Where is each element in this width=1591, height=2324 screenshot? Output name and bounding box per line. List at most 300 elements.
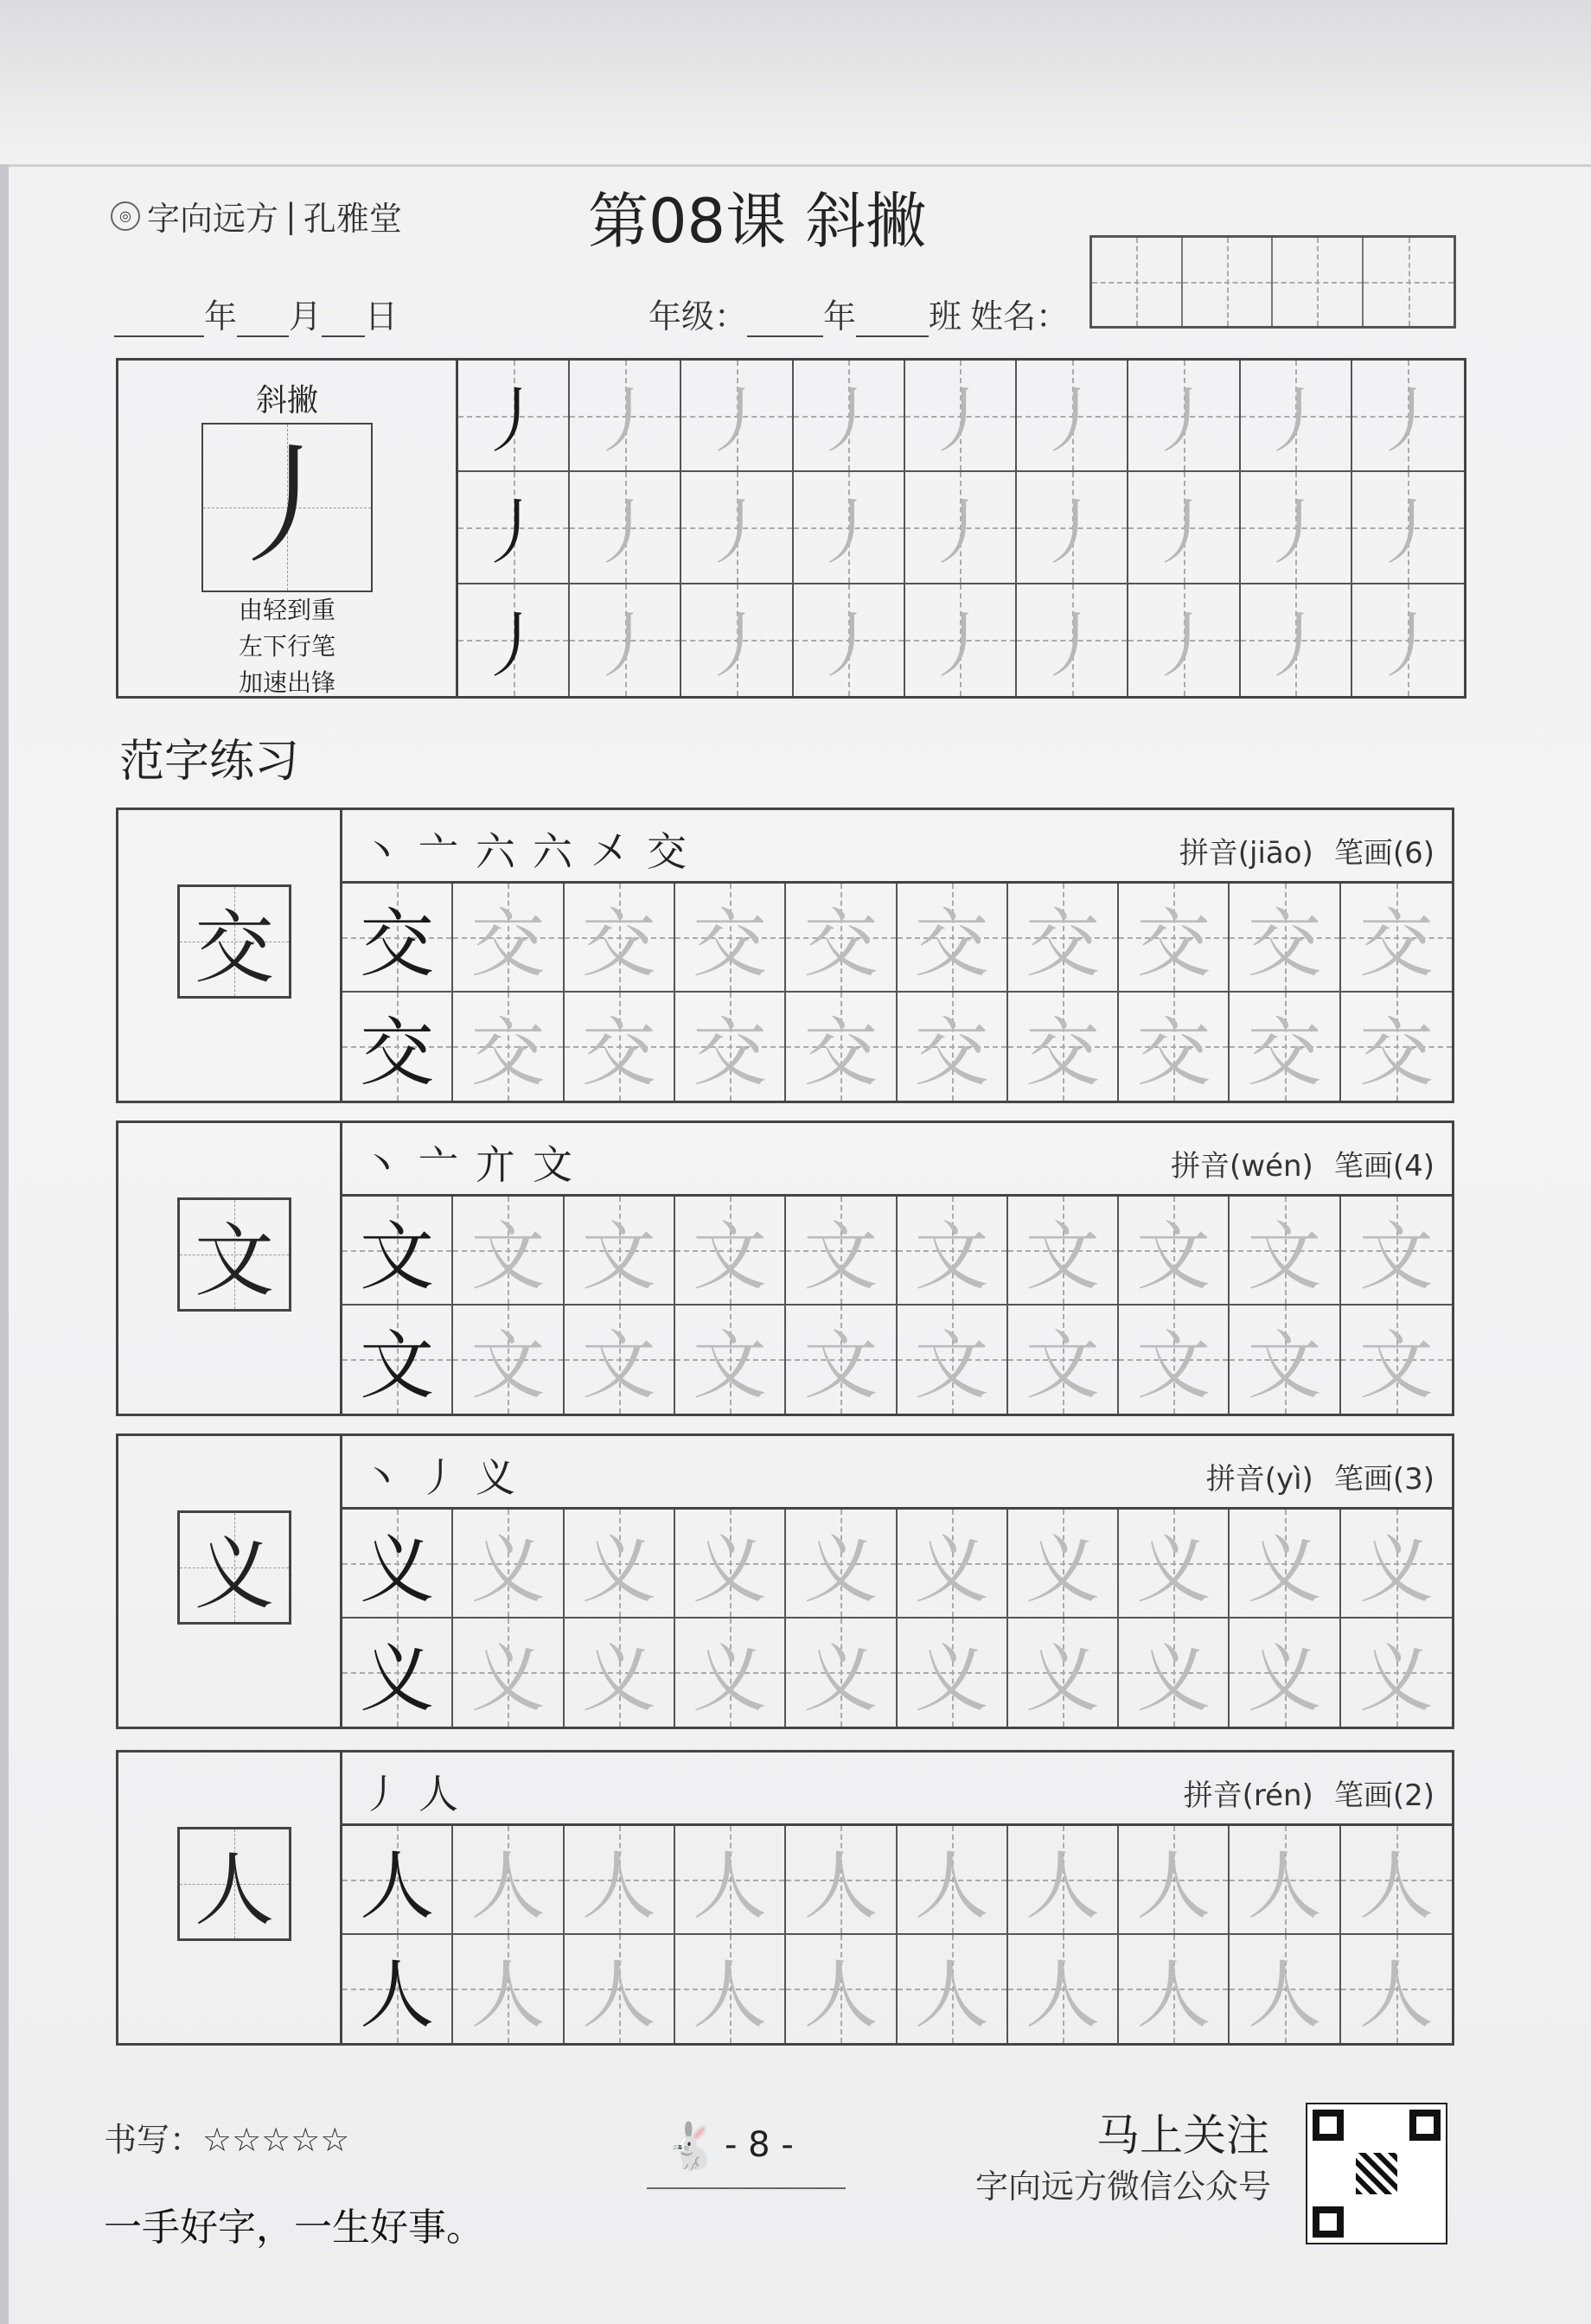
stroke-order-step: 六 [533,828,590,875]
trace-cell[interactable] [898,1510,1008,1618]
stroke-glyph: 丿 [477,492,549,575]
stroke-order-step: 人 [419,1771,476,1817]
trace-cell[interactable] [1119,1826,1230,1935]
name-cell[interactable] [1364,238,1454,326]
practice-glyph: 文 [914,1213,989,1300]
practice-glyph: 文 [803,1213,879,1300]
trace-cell[interactable] [1008,1510,1119,1618]
practice-glyph: 文 [581,1213,656,1300]
trace-cell[interactable] [1008,1935,1119,2044]
stroke-glyph: 丿 [1147,492,1219,575]
trace-cell[interactable] [786,1510,897,1618]
stroke-trace-cell[interactable] [681,584,793,696]
date-field [114,290,398,337]
stroke-demo-box [201,423,373,592]
practice-glyph: 义 [693,1526,768,1613]
day-blank[interactable] [322,303,365,337]
practice-glyph: 文 [1025,1323,1100,1410]
trace-cell[interactable] [786,1197,897,1306]
practice-glyph: 人 [581,1842,656,1930]
practice-glyph: 义 [470,1636,546,1723]
trace-cell[interactable] [1008,1306,1119,1414]
practice-glyph: 交 [360,1010,435,1097]
trace-cell[interactable] [898,993,1008,1101]
trace-cell[interactable] [1341,1935,1452,2044]
trace-cell[interactable] [1230,1510,1340,1618]
model-cell[interactable] [342,993,453,1101]
practice-glyph: 人 [470,1952,546,2040]
practice-glyph: 文 [360,1323,435,1410]
class-label: 班 [929,297,962,335]
trace-cell[interactable] [453,1510,564,1618]
trace-cell[interactable] [1008,1826,1119,1935]
trace-cell[interactable] [453,1197,564,1306]
trace-cell[interactable] [1008,1618,1119,1727]
stroke-trace-cell[interactable] [1352,472,1464,584]
grade-blank[interactable] [747,303,823,337]
stroke-model-cell[interactable] [458,361,570,472]
year-label: 年 [204,297,238,335]
practice-glyph: 交 [1358,900,1434,987]
practice-glyph: 交 [1025,900,1100,987]
practice-glyph: 义 [914,1636,989,1723]
trace-cell[interactable] [565,1618,675,1727]
trace-cell[interactable] [1341,884,1452,993]
trace-cell[interactable] [675,884,786,993]
stroke-trace-cell[interactable] [1128,361,1240,472]
char-sample-glyph: 义 [194,1528,274,1620]
trace-cell[interactable] [675,1618,786,1727]
practice-grid [342,1510,1452,1727]
stroke-glyph: 丿 [589,380,661,463]
stroke-glyph: 丿 [813,604,885,687]
char-meta [1206,1455,1434,1497]
stroke-order-step: 交 [647,828,704,875]
practice-glyph: 文 [470,1323,546,1410]
practice-glyph: 义 [470,1526,546,1613]
stroke-trace-cell[interactable] [1128,472,1240,584]
model-cell[interactable] [342,1826,453,1935]
char-sample-panel [118,1753,342,2043]
practice-glyph: 义 [1358,1526,1434,1613]
stroke-order-step: 亠 [419,1141,476,1188]
trace-cell[interactable] [898,1826,1008,1935]
char-practice-panel [342,810,1452,1101]
trace-cell[interactable] [1341,1618,1452,1727]
trace-cell[interactable] [1119,1197,1230,1306]
stroke-order [361,820,704,878]
practice-glyph: 交 [581,900,656,987]
practice-grid [342,1197,1452,1414]
trace-cell[interactable] [898,1197,1008,1306]
stroke-model-cell[interactable] [458,472,570,584]
stroke-tip: 由轻到重 [238,596,335,624]
practice-glyph: 人 [1025,1842,1100,1930]
stroke-trace-cell[interactable] [905,361,1017,472]
stroke-glyph: 丿 [813,380,885,463]
stroke-trace-cell[interactable] [1017,472,1128,584]
stroke-glyph: 丿 [589,604,661,687]
practice-glyph: 人 [1358,1842,1434,1930]
stroke-order-step: 丶 [361,1454,419,1501]
trace-cell[interactable] [1008,993,1119,1101]
trace-cell[interactable] [453,1306,564,1414]
page-edge [0,164,9,2324]
stroke-trace-cell[interactable] [570,361,681,472]
stroke-glyph: 丿 [924,604,996,687]
practice-glyph: 文 [803,1323,879,1410]
char-meta [1179,829,1434,872]
name-cell[interactable] [1183,238,1274,326]
stroke-order-step: 丶 [361,828,419,875]
stroke-trace-cell[interactable] [1352,584,1464,696]
practice-glyph: 义 [1247,1526,1322,1613]
rating-label: 书写：☆☆☆☆☆ [104,2121,350,2159]
char-block [116,808,1454,1103]
stroke-order-step: 㐅 [590,828,647,875]
trace-cell[interactable] [786,1618,897,1727]
seal-icon: ◎ [111,201,140,231]
char-sample-glyph: 人 [194,1844,274,1937]
stroke-count-label: 笔画(6) [1333,836,1434,871]
stroke-trace-cell[interactable] [905,584,1017,696]
practice-glyph: 义 [1025,1526,1100,1613]
practice-glyph: 义 [803,1636,879,1723]
stroke-order [361,1133,590,1191]
model-cell[interactable] [342,1197,453,1306]
model-cell[interactable] [342,1935,453,2044]
trace-cell[interactable] [1119,993,1230,1101]
stroke-order-step: 亣 [476,1141,533,1188]
stroke-glyph: 丿 [1372,380,1444,463]
practice-glyph: 义 [360,1526,435,1613]
model-cell[interactable] [342,884,453,993]
trace-cell[interactable] [675,993,786,1101]
trace-cell[interactable] [565,1935,675,2044]
trace-cell[interactable] [898,1935,1008,2044]
grade-label: 年级： [649,297,748,335]
practice-glyph: 交 [470,1010,546,1097]
trace-cell[interactable] [453,884,564,993]
month-blank[interactable] [237,303,289,337]
practice-glyph: 人 [1247,1842,1322,1930]
stroke-glyph: 丿 [1147,380,1219,463]
name-label: 姓名： [970,297,1070,335]
stroke-order-row [342,810,1452,884]
trace-cell[interactable] [453,1826,564,1935]
stroke-trace-cell[interactable] [794,472,905,584]
model-cell[interactable] [342,1618,453,1727]
trace-cell[interactable] [1341,1826,1452,1935]
stroke-trace-cell[interactable] [794,584,905,696]
stroke-trace-cell[interactable] [570,472,681,584]
trace-cell[interactable] [565,1306,675,1414]
stroke-trace-cell[interactable] [1017,584,1128,696]
trace-cell[interactable] [898,1306,1008,1414]
trace-cell[interactable] [453,1618,564,1727]
stroke-tips [118,592,456,701]
practice-glyph: 交 [803,1010,879,1097]
stroke-order [361,1446,533,1504]
trace-cell[interactable] [1230,1826,1340,1935]
stroke-glyph: 丿 [1260,380,1332,463]
practice-glyph: 人 [1025,1952,1100,2040]
practice-glyph: 交 [1136,1010,1211,1097]
stroke-count-label: 笔画(3) [1333,1462,1434,1497]
trace-cell[interactable] [1230,1197,1340,1306]
practice-glyph: 人 [914,1952,989,2040]
stroke-glyph: 丿 [477,380,549,463]
practice-grid [342,1826,1452,2043]
name-cell[interactable] [1273,238,1364,326]
practice-glyph: 义 [803,1526,879,1613]
pinyin-label: 拼音(jiāo) [1179,836,1313,871]
motto: 一手好字，一生好事。 [104,2206,484,2250]
stroke-order-step: 义 [476,1454,533,1501]
trace-cell[interactable] [786,1306,897,1414]
follow-title: 马上关注 [1096,2110,1269,2161]
stroke-trace-cell[interactable] [905,472,1017,584]
brand-divider: | [285,196,297,235]
practice-glyph: 文 [693,1323,768,1410]
practice-glyph: 交 [581,1010,656,1097]
practice-glyph: 义 [1358,1636,1434,1723]
practice-glyph: 义 [581,1636,656,1723]
stroke-count-label: 笔画(4) [1333,1149,1434,1184]
practice-glyph: 文 [470,1213,546,1300]
model-cell[interactable] [342,1510,453,1618]
practice-glyph: 人 [1358,1952,1434,2040]
practice-glyph: 义 [360,1636,435,1723]
char-sample-panel [118,1436,342,1727]
stroke-practice-block [116,358,1466,699]
stroke-model-cell[interactable] [458,584,570,696]
brand-logo [111,192,402,239]
stroke-trace-cell[interactable] [570,584,681,696]
stroke-trace-cell[interactable] [1241,584,1352,696]
trace-cell[interactable] [1230,884,1340,993]
stroke-tip: 加速出锋 [238,668,335,697]
stroke-glyph: 丿 [813,492,885,575]
stroke-glyph: 丿 [1147,604,1219,687]
trace-cell[interactable] [453,1935,564,2044]
stroke-grid [458,361,1464,696]
stroke-order-step: 丿 [419,1454,476,1501]
char-meta [1171,1142,1434,1184]
practice-glyph: 交 [1247,900,1322,987]
trace-cell[interactable] [565,1197,675,1306]
char-sample-box [177,1510,291,1625]
stroke-trace-cell[interactable] [1128,584,1240,696]
trace-cell[interactable] [786,1826,897,1935]
stroke-demo-glyph: 丿 [221,431,352,582]
rabbit-icon: 🐇 [664,2121,720,2173]
practice-glyph: 交 [914,1010,989,1097]
practice-glyph: 义 [1025,1636,1100,1723]
char-sample-box [177,884,291,999]
stroke-glyph: 丿 [701,380,773,463]
name-grid[interactable] [1089,235,1456,329]
trace-cell[interactable] [786,993,897,1101]
practice-glyph: 人 [914,1842,989,1930]
trace-cell[interactable] [898,884,1008,993]
trace-cell[interactable] [565,1826,675,1935]
practice-glyph: 文 [1358,1323,1434,1410]
char-practice-panel [342,1753,1452,2043]
section-title: 范字练习 [119,736,300,788]
practice-glyph: 人 [360,1842,435,1930]
stroke-glyph: 丿 [701,492,773,575]
pinyin-label: 拼音(wén) [1171,1149,1313,1184]
class-field [649,290,1069,337]
stroke-trace-cell[interactable] [1017,361,1128,472]
practice-glyph: 文 [1358,1213,1434,1300]
trace-cell[interactable] [675,1935,786,2044]
stroke-order-step: 丶 [361,1141,419,1188]
page-fold [0,0,1591,167]
trace-cell[interactable] [565,884,675,993]
trace-cell[interactable] [565,993,675,1101]
trace-cell[interactable] [786,1935,897,2044]
char-sample-glyph: 交 [194,902,274,994]
trace-cell[interactable] [1119,1935,1230,2044]
practice-glyph: 交 [803,900,879,987]
trace-cell[interactable] [1341,993,1452,1101]
practice-glyph: 交 [1025,1010,1100,1097]
footer-underline [647,2187,846,2189]
trace-cell[interactable] [565,1510,675,1618]
practice-glyph: 人 [693,1952,768,2040]
stroke-order-row [342,1436,1452,1510]
stroke-glyph: 丿 [1036,604,1108,687]
practice-glyph: 交 [693,1010,768,1097]
practice-glyph: 交 [360,900,435,987]
practice-glyph: 交 [470,900,546,987]
char-block [116,1433,1454,1729]
char-sample-box [177,1197,291,1312]
stroke-trace-cell[interactable] [794,361,905,472]
practice-glyph: 义 [914,1526,989,1613]
stroke-order-row [342,1753,1452,1826]
practice-glyph: 人 [581,1952,656,2040]
trace-cell[interactable] [1230,1618,1340,1727]
trace-cell[interactable] [1230,1306,1340,1414]
stroke-glyph: 丿 [1260,604,1332,687]
trace-cell[interactable] [675,1306,786,1414]
stroke-trace-cell[interactable] [681,361,793,472]
stroke-trace-cell[interactable] [1241,361,1352,472]
pinyin-label: 拼音(rén) [1183,1778,1313,1813]
trace-cell[interactable] [1119,1618,1230,1727]
practice-glyph: 义 [1136,1526,1211,1613]
day-label: 日 [365,297,399,335]
practice-glyph: 人 [470,1842,546,1930]
stroke-order [361,1763,476,1820]
brand-right: 孔雅堂 [303,200,402,238]
char-sample-box [177,1827,291,1941]
trace-cell[interactable] [1119,1510,1230,1618]
practice-glyph: 义 [1247,1636,1322,1723]
practice-glyph: 人 [693,1842,768,1930]
trace-cell[interactable] [1341,1510,1452,1618]
trace-cell[interactable] [675,1826,786,1935]
practice-glyph: 交 [1247,1010,1322,1097]
practice-grid [342,884,1452,1101]
practice-glyph: 交 [1358,1010,1434,1097]
stroke-order-step: 六 [476,828,533,875]
trace-cell[interactable] [1119,1306,1230,1414]
char-block [116,1750,1454,2046]
trace-cell[interactable] [675,1510,786,1618]
stroke-info [118,361,458,696]
practice-glyph: 交 [1136,900,1211,987]
practice-glyph: 人 [803,1842,879,1930]
name-cell[interactable] [1092,238,1183,326]
brand-left: 字向远方 [147,200,279,238]
trace-cell[interactable] [1341,1197,1452,1306]
practice-glyph: 文 [360,1213,435,1300]
trace-cell[interactable] [1230,1935,1340,2044]
practice-glyph: 人 [803,1952,879,2040]
practice-glyph: 人 [1136,1952,1211,2040]
trace-cell[interactable] [1008,1197,1119,1306]
model-cell[interactable] [342,1306,453,1414]
practice-glyph: 文 [693,1213,768,1300]
trace-cell[interactable] [1008,884,1119,993]
stroke-glyph: 丿 [589,492,661,575]
qr-code-icon[interactable] [1306,2103,1447,2244]
stroke-order-step: 丿 [361,1771,419,1817]
practice-glyph: 义 [693,1636,768,1723]
stroke-glyph: 丿 [1036,492,1108,575]
char-meta [1184,1772,1434,1814]
practice-glyph: 文 [1136,1213,1211,1300]
practice-glyph: 人 [1136,1842,1211,1930]
stroke-tip: 左下行笔 [238,632,335,661]
trace-cell[interactable] [898,1618,1008,1727]
practice-glyph: 义 [581,1526,656,1613]
follow-subtitle: 字向远方微信公众号 [975,2168,1272,2206]
stroke-trace-cell[interactable] [681,472,793,584]
char-sample-panel [118,1123,342,1414]
trace-cell[interactable] [1119,884,1230,993]
stroke-trace-cell[interactable] [1352,361,1464,472]
page-number: - 8 - [725,2125,794,2165]
trace-cell[interactable] [675,1197,786,1306]
stroke-glyph: 丿 [924,380,996,463]
trace-cell[interactable] [786,884,897,993]
char-practice-panel [342,1436,1452,1727]
stroke-glyph: 丿 [924,492,996,575]
practice-glyph: 人 [360,1952,435,2040]
trace-cell[interactable] [1230,993,1340,1101]
month-label: 月 [289,297,323,335]
practice-glyph: 文 [914,1323,989,1410]
year-blank[interactable] [114,303,204,337]
stroke-trace-cell[interactable] [1241,472,1352,584]
stroke-glyph: 丿 [1372,492,1444,575]
practice-glyph: 人 [1247,1952,1322,2040]
pinyin-label: 拼音(yì) [1205,1462,1313,1497]
page-footer [647,2116,846,2189]
stroke-glyph: 丿 [477,604,549,687]
char-sample-panel [118,810,342,1101]
class-blank[interactable] [856,303,929,337]
trace-cell[interactable] [1341,1306,1452,1414]
grade-year-label: 年 [823,297,857,335]
stroke-name: 斜撇 [255,383,318,418]
trace-cell[interactable] [453,993,564,1101]
